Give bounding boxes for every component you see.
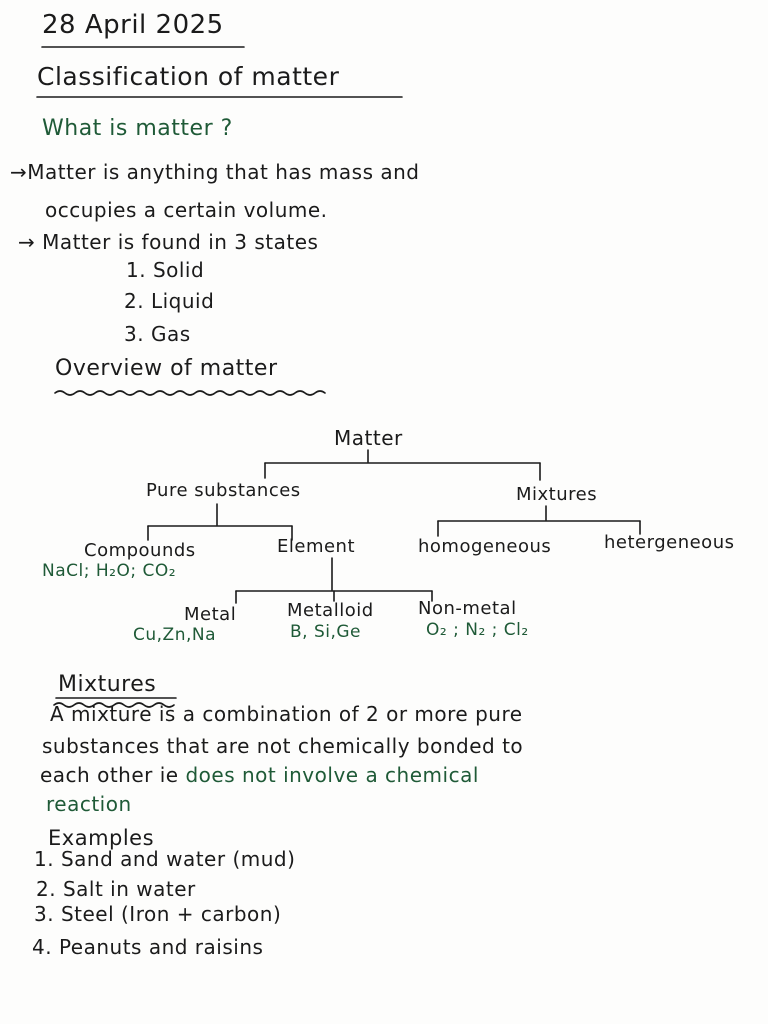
tree-node-compounds: Compounds [84, 540, 196, 561]
answer-line-1: →Matter is anything that has mass and [10, 160, 420, 184]
example-item: 2. Salt in water [36, 877, 196, 901]
answer-line-2: occupies a certain volume. [45, 198, 328, 222]
tree-metalloid-examples: B, Si,Ge [290, 622, 362, 642]
tree-node-pure-substances: Pure substances [146, 480, 301, 501]
mixture-definition-line-3 [40, 763, 479, 787]
tree-nonmetal-examples: O₂ ; N₂ ; Cl₂ [426, 620, 529, 640]
overview-wavy-underline [55, 391, 325, 395]
mixture-definition-line-4: reaction [46, 792, 132, 816]
mixture-definition-line-3-end: does not involve a chemical [185, 763, 479, 787]
overview-heading: Overview of matter [55, 356, 278, 381]
mixture-definition-line-1: A mixture is a combination of 2 or more pure [50, 702, 523, 726]
page-date: 28 April 2025 [42, 10, 224, 40]
state-item: 3. Gas [124, 322, 191, 346]
example-item: 1. Sand and water (mud) [34, 847, 296, 871]
tree-node-heterogeneous: hetergeneous [604, 532, 735, 553]
tree-node-metal: Metal [184, 604, 237, 625]
example-item: 3. Steel (Iron + carbon) [34, 902, 282, 926]
mixture-definition-line-3-start: each other ie [40, 763, 179, 787]
tree-node-homogeneous: homogeneous [418, 536, 552, 557]
tree-node-mixtures: Mixtures [516, 484, 598, 505]
tree-compound-examples: NaCl; H₂O; CO₂ [42, 561, 177, 581]
example-item: 4. Peanuts and raisins [32, 935, 264, 959]
tree-node-non-metal: Non-metal [418, 598, 517, 619]
examples-heading: Examples [48, 826, 155, 850]
answer-line-3: → Matter is found in 3 states [18, 230, 319, 254]
mixtures-heading: Mixtures [58, 672, 157, 697]
tree-node-element: Element [277, 536, 356, 557]
page-title: Classification of matter [37, 62, 340, 91]
tree-node-metalloid: Metalloid [287, 600, 374, 621]
mixture-definition-line-2: substances that are not chemically bonded to [42, 734, 524, 758]
state-item: 1. Solid [126, 258, 205, 282]
state-item: 2. Liquid [124, 289, 215, 313]
tree-node-matter: Matter [334, 426, 403, 450]
question-heading: What is matter ? [42, 116, 233, 141]
tree-metal-examples: Cu,Zn,Na [133, 625, 217, 645]
